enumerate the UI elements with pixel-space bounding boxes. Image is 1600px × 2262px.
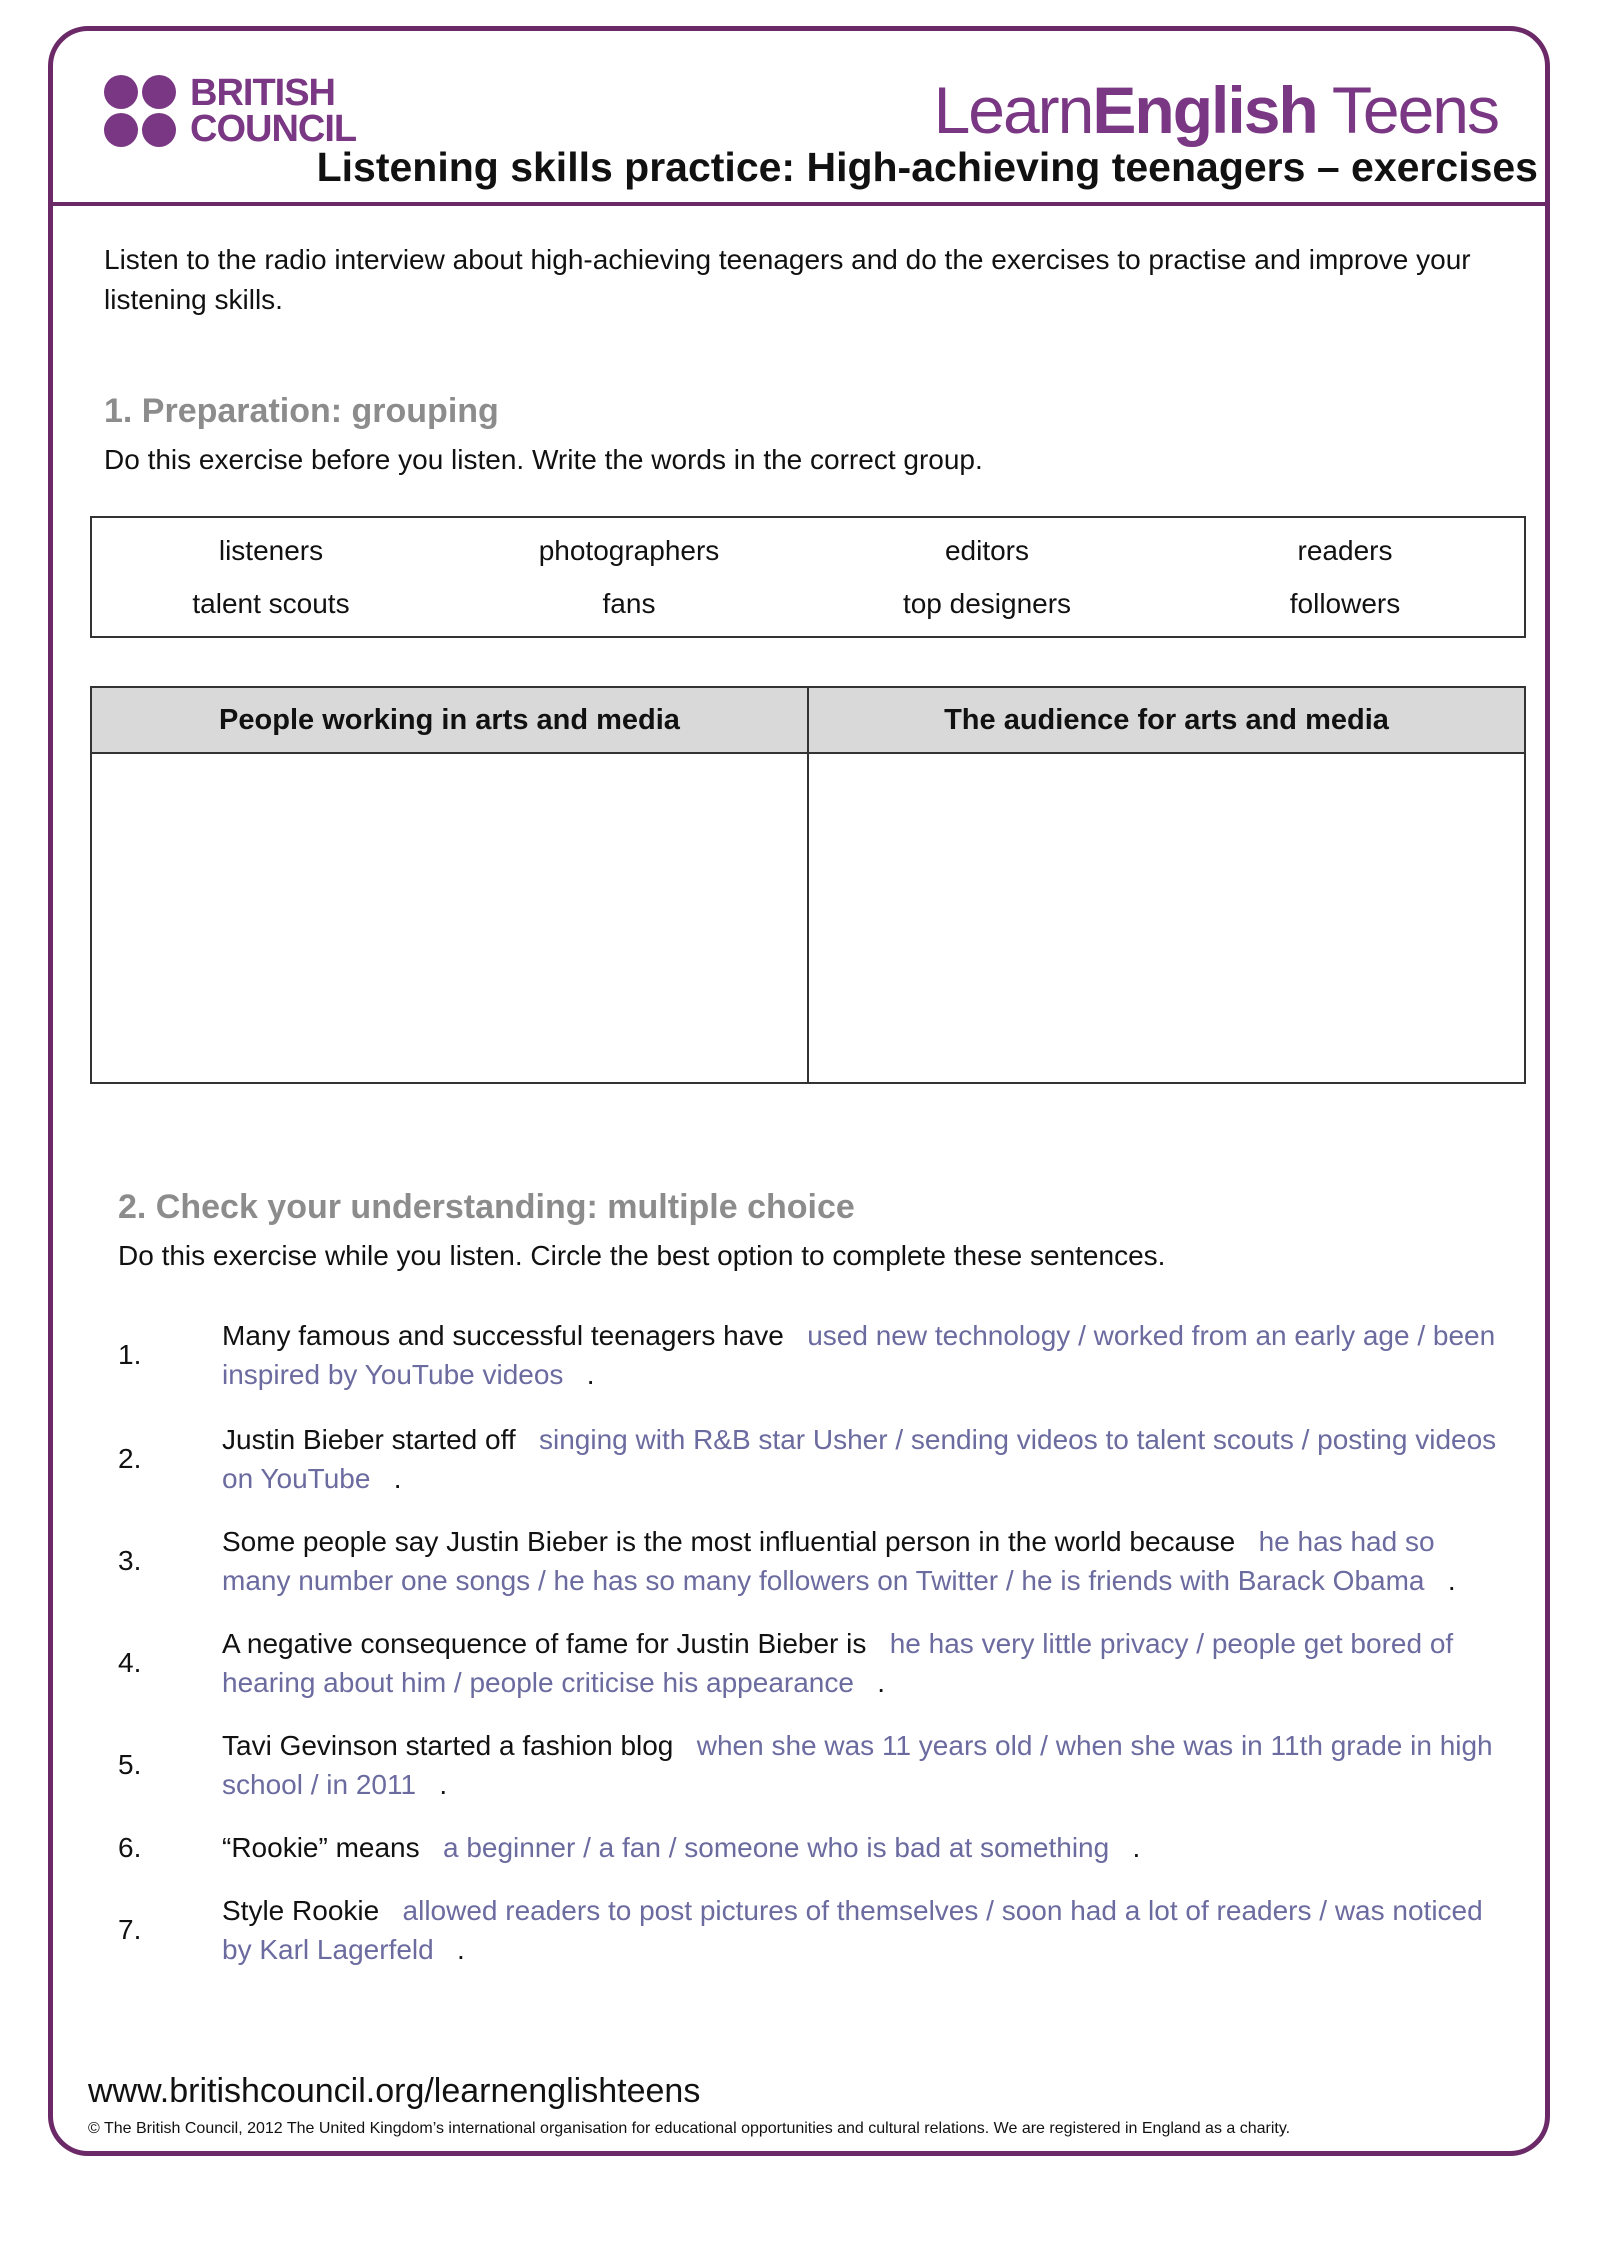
section-1-heading: 1. Preparation: grouping xyxy=(104,392,499,430)
answer-cell-audience[interactable] xyxy=(808,753,1525,1083)
question-number: 4. xyxy=(118,1647,142,1678)
footer-url: www.britishcouncil.org/learnenglishteens xyxy=(88,2072,701,2110)
logo-line-2: COUNCIL xyxy=(190,108,357,150)
british-council-logo xyxy=(104,72,356,150)
logo-line-1: BRITISH xyxy=(190,72,335,114)
question-stem: “Rookie” means xyxy=(222,1832,420,1863)
question-number: 1. xyxy=(118,1339,142,1370)
question-stem: A negative consequence of fame for Justin Bieber is xyxy=(222,1628,867,1659)
question-stem: Justin Bieber started off xyxy=(222,1424,516,1455)
question-number: 6. xyxy=(118,1831,142,1863)
question-number: 3. xyxy=(118,1545,142,1576)
learnenglish-teens-logo: LearnEnglish Teens xyxy=(933,73,1498,147)
word-bank-item: fans xyxy=(602,587,656,619)
answer-cell-arts-workers[interactable] xyxy=(91,753,808,1083)
question-number: 2. xyxy=(118,1443,142,1474)
grouping-table xyxy=(90,686,1526,1084)
list-item: 2. Justin Bieber started off singing with R&B star Usher / sending videos to talent scouts / posting videos on YouTube . xyxy=(118,1424,1497,1494)
list-item: 7. Style Rookie allowed readers to post pictures of themselves / soon had a lot of readers / was noticed by Karl Lagerfeld . xyxy=(118,1895,1483,1965)
word-bank-item: readers xyxy=(1297,534,1393,566)
column-header-arts-workers: People working in arts and media xyxy=(91,687,808,753)
word-bank-item: photographers xyxy=(538,534,720,566)
answer-options[interactable]: allowed readers to post pictures of themselves / soon had a lot of readers / was noticed by Karl Lagerfeld xyxy=(222,1895,1483,1965)
list-item: 4. A negative consequence of fame for Justin Bieber is he has very little privacy / people get bored of hearing about him / people criticise his appearance . xyxy=(118,1628,1454,1698)
word-bank-item: talent scouts xyxy=(192,587,350,619)
section-2-instruction: Do this exercise while you listen. Circle the best option to complete these sentences. xyxy=(118,1240,1166,1271)
question-number: 7. xyxy=(118,1914,142,1945)
word-bank-item: editors xyxy=(944,534,1030,566)
list-item: 6. “Rookie” means a beginner / a fan / someone who is bad at something . xyxy=(118,1831,1141,1863)
list-item: 1. Many famous and successful teenagers have used new technology / worked from an early age / been inspired by YouTube videos . xyxy=(118,1320,1496,1390)
question-stem: Some people say Justin Bieber is the most influential person in the world because xyxy=(222,1526,1236,1557)
question-list xyxy=(118,1316,1498,1969)
word-bank xyxy=(90,516,1526,638)
header-divider xyxy=(48,202,1550,206)
word-bank-item: top designers xyxy=(902,587,1072,619)
answer-options[interactable]: used new technology / worked from an early age / been inspired by YouTube videos xyxy=(222,1320,1496,1390)
answer-options[interactable]: he has had so many number one songs / he has so many followers on Twitter / he is friends with Barack Obama xyxy=(222,1526,1435,1596)
question-stem: Many famous and successful teenagers have xyxy=(222,1320,784,1351)
section-2-heading: 2. Check your understanding: multiple choice xyxy=(118,1188,855,1226)
column-header-audience: The audience for arts and media xyxy=(808,687,1525,753)
section-1-instruction: Do this exercise before you listen. Write the words in the correct group. xyxy=(104,444,983,475)
footer-copyright: © The British Council, 2012 The United Kingdom’s international organisation for educational opportunities and cultural relations. We are registered in England as a charity. xyxy=(88,2120,1291,2137)
word-bank-item: listeners xyxy=(218,534,324,566)
word-bank-item: followers xyxy=(1289,587,1401,619)
question-stem: Tavi Gevinson started a fashion blog xyxy=(222,1730,674,1761)
question-stem: Style Rookie xyxy=(222,1895,380,1926)
intro-text: Listen to the radio interview about high-achieving teenagers and do the exercises to practise and improve your listening skills. xyxy=(104,244,1471,315)
answer-options[interactable]: singing with R&B star Usher / sending videos to talent scouts / posting videos on YouTube xyxy=(222,1424,1497,1494)
list-item: 5. Tavi Gevinson started a fashion blog when she was 11 years old / when she was in 11th grade in high school / in 2011 . xyxy=(118,1730,1493,1800)
page-title: Listening skills practice: High-achieving teenagers – exercises xyxy=(316,144,1538,190)
question-number: 5. xyxy=(118,1749,142,1780)
list-item: 3. Some people say Justin Bieber is the most influential person in the world because he has had so many number one songs / he has so many followers on Twitter / he is friends with Barack Obama . xyxy=(118,1526,1456,1596)
answer-options[interactable]: when she was 11 years old / when she was in 11th grade in high school / in 2011 xyxy=(222,1730,1493,1800)
answer-options[interactable]: he has very little privacy / people get bored of hearing about him / people criticise his appearance xyxy=(222,1628,1454,1698)
logo-dots-icon xyxy=(104,75,176,147)
answer-options[interactable]: a beginner / a fan / someone who is bad at something xyxy=(442,1832,1110,1863)
